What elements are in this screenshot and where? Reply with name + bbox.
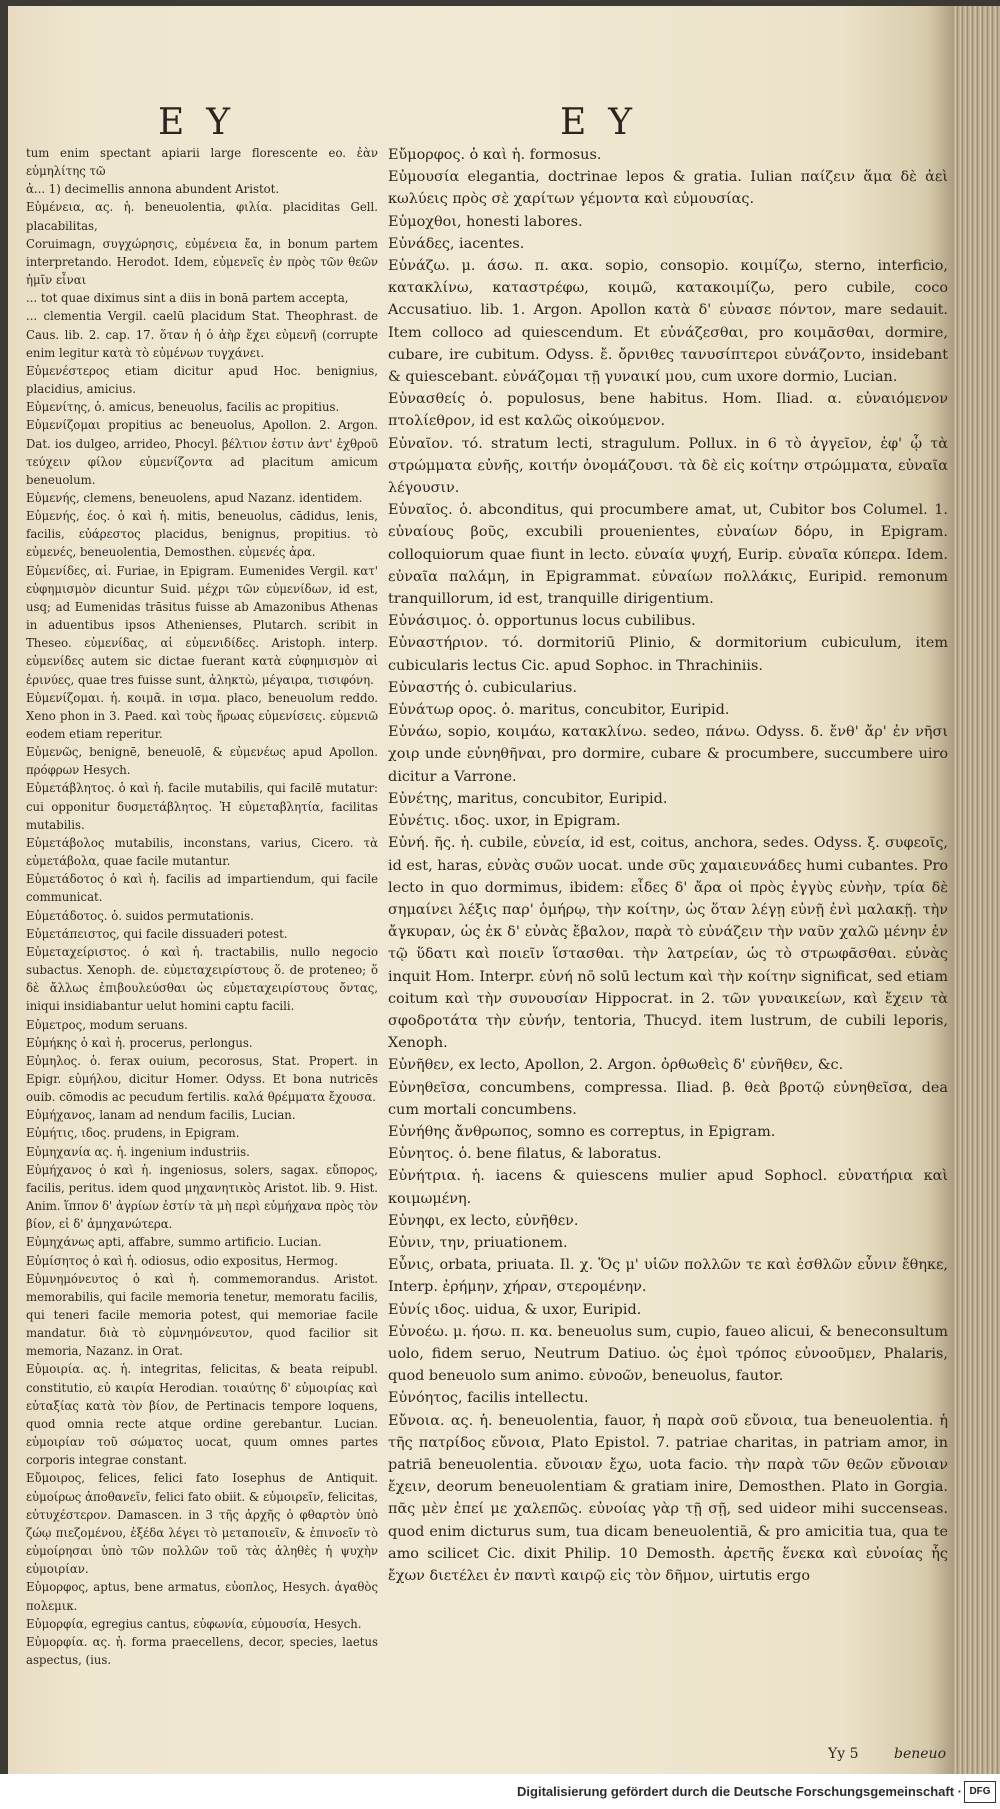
dfg-logo-icon: DFG [964, 1781, 996, 1803]
left-column-entry: Εὐμενίτης, ὁ. amicus, beneuolus, facilis ac propitius. [26, 400, 340, 415]
left-column-entry: Εὐμενῶς, benignē, beneuolē, & εὐμενέως apud Apollon. πρόφρων Hesych. [26, 745, 378, 778]
left-column-entry: Εὐμενής, έος. ὁ καὶ ἡ. mitis, beneuolus, cādidus, lenis, facilis, εὐάρεστος placidus, benignus, propitius. τὸ εὐμενές, beneuolentia, Demosthen. εὐμενές ἀρα. [26, 509, 378, 560]
page-header-right: EY [560, 102, 655, 143]
left-column-entry: Εὐμετάβλητος. ὁ καὶ ἡ. facile mutabilis, qui facilē mutatur: cui opponitur δυσμετάβλητος. Ἡ εὐμεταβλητία, facilitas mutabilis. [26, 781, 378, 832]
left-column-entry: Εὐμετάδοτος ὁ καὶ ἡ. facilis ad impartiendum, qui facile communicat. [26, 872, 378, 905]
right-column-entry: Εὐνασθείς ὁ. populosus, bene habitus. Hom. Iliad. α. εὐναιόμενον πτολίεθρον, id est καλῶς οἰκούμενον. [388, 391, 948, 430]
footer-bar [0, 1774, 1000, 1809]
right-column-entry: Εὐνηθεῖσα, concumbens, compressa. Iliad. β. θεὰ βροτῷ εὐνηθεῖσα, dea cum mortali concumbens. [388, 1079, 948, 1118]
left-column-entry: Εὐμνημόνευτος ὁ καὶ ἡ. commemorandus. Aristot. memorabilis, qui facile memoria tenetur, memoratu facilis, qui teneri facile memoria potest, qui memoriae facile mandatur. διὰ τὸ εὐμνημόνευτον, quod facilior sit memoria, Nazanz. in Orat. [26, 1271, 378, 1359]
left-column [26, 144, 378, 1669]
right-column-entry: Εὐνάτωρ ορος. ὁ. maritus, concubitor, Euripid. [388, 702, 730, 719]
left-column-entry: Εὐμίσητος ὁ καὶ ἡ. odiosus, odio expositus, Hermog. [26, 1253, 338, 1268]
right-column-entry: Εὐνήθης ἄνθρωπος, somno es correptus, in Epigram. [388, 1123, 776, 1140]
left-column-entry: Εὐμετάβολος mutabilis, inconstans, varius, Cicero. τὰ εὐμετάβολα, quae facile mutantur. [26, 835, 378, 869]
right-column-entry: Εὔνοια. ας. ἡ. beneuolentia, fauor, ἡ παρὰ σοῦ εὔνοια, tua beneuolentia. ἡ τῆς πατρίδος εὔνοια, Plato Epistol. 7. patriae charitas, in patriam amor, in patriā beneuolentia. εὔνοιαν ἔχω, uota facio. τὴν παρὰ τῶν θεῶν εὔνοιαν ἔχειν, deorum beneuolentiam & gratiam inire, Demosthen. Plato in Gorgia. πᾶς μὲν ἐπεί με χαλεπῶς. εὐνοίας γὰρ τῇ σῇ, sed uideor mihi succenseas. quod enim dicturus sum, tua dicam beneuolentiā, & pro amicitia tua, qua te amo scilicet Cic. dixit Philip. 10 Demosth. ἀρετῆς ἕνεκα καὶ εὐνοίας ἧς ἔχων διετέλει ἐν παντὶ καιρῷ εἰς τὸν δῆμον, uirtutis ergo [388, 1412, 948, 1584]
page-header-left: EY [158, 102, 253, 143]
left-column-entry: ἀ... 1) decimellis annona abundent Aristot. [26, 182, 280, 197]
right-column [388, 144, 948, 1587]
right-column-entry: Εὔμορφος. ὁ καὶ ἡ. formosus. [388, 147, 602, 163]
right-column-entry: Εὐνοέω. μ. ήσω. π. κα. beneuolus sum, cupio, faueo alicui, & beneconsultum uolo, fidem seruo, Neutrum Datiuo. ὡς ἐμοὶ τρόπος εὐνοοῦμεν, Phalaris, quod beneuolo sum animo. εὐνοῶν, beneuolus, fautor. [388, 1323, 948, 1385]
left-column-entry: Εὐμετρος, modum seruans. [26, 1017, 188, 1032]
right-column-entry: Εὐνητος. ὁ. bene filatus, & laboratus. [388, 1146, 662, 1163]
right-column-entry: Εὐνόητος, facilis intellectu. [388, 1390, 589, 1407]
left-column-entry: ... clementia Vergil. caelū placidum Stat. Theophrast. de Caus. lib. 2. cap. 17. ὅταν ἡ ὁ ἀὴρ ἔχει εὐμενῆ (corrupte enim legitur κατὰ τὸ εὐμένων τυγχάνει. [26, 309, 378, 360]
left-column-entry: Εὐμένεια, ας. ἡ. beneuolentia, φιλία. placiditas Gell. placabilitas, [26, 200, 378, 233]
right-column-entry: Εὐνῆθεν, ex lecto, Apollon, 2. Argon. ὀρθωθεὶς δ' εὐνῆθεν, &c. [388, 1057, 844, 1074]
right-column-entry: Εὐναῖος. ὁ. abconditus, qui procumbere amat, ut, Cubitor bos Columel. 1. εὐναίους βοῦς, excubili prouenientes, εὐναίων δόρυ, in Epigram. colloquiorum quae fiunt in lecto. εὐναία ψυχή, Eurip. εὐναῖα κύπερα. Idem. εὐναῖα παλάμη, in Epigrammat. εὐναίων πολλάκις, Euripid. remonum tranquillorum, id est, tranquille dirigentium. [388, 502, 948, 608]
right-column-entry: Εὐνέτις. ιδος. uxor, in Epigram. [388, 813, 621, 830]
right-column-entry: Εὐνίς ιδος. uidua, & uxor, Euripid. [388, 1301, 642, 1318]
right-column-entry: Εὐνέτης, maritus, concubitor, Euripid. [388, 790, 668, 807]
right-column-entry: Εὐναῖον. τό. stratum lecti, stragulum. Pollux. in 6 τὸ ἀγγεῖον, ἐφ' ᾧ τὰ στρώμματα εὐνῆς, κοιτήν ὀνομάζουσι. τὰ δὲ εἰς κοίτην στρώμματα, εὐναῖα λέγουσιν. [388, 435, 948, 497]
left-column-entry: Coruimagn, συγχώρησις, εὐμένεια ἔα, in bonum partem interpretando. Herodot. Idem, εὐμενεῖς ἐν πρὸς τῶν θεῶν ἡμῖν εἶναι [26, 236, 378, 288]
right-column-entry: Εὐμοχθοι, honesti labores. [388, 213, 583, 230]
right-column-entry: Εὖνις, orbata, priuata. Il. χ. Ὅς μ' υἱῶν πολλῶν τε καὶ ἐσθλῶν εὖνιν ἔθηκε, Interp. ἐρήμην, χήραν, στερομένην. [388, 1257, 948, 1296]
left-column-entry: Εὐμηλος. ὁ. ferax ouium, pecorosus, Stat. Propert. in Epigr. εὐμήλου, dicitur Homer. Odyss. Et bona nutricēs ouib. cōmodis ac pecudum fertilis. καλά θρέμματα ἔχουσα. [26, 1053, 378, 1105]
right-column-entry: Εὐναστήριον. τό. dormitoriū Plinio, & dormitorium cubiculum, item cubicularis lectus Cic. apud Sophoc. in Thrachiniis. [388, 635, 948, 674]
right-column-entry: Εὐναστής ὁ. cubicularius. [388, 679, 577, 696]
left-column-entry: Εὐμενίζομαι propitius ac beneuolus, Apollon. 2. Argon. Dat. ios dulgeo, arrideo, Phocyl. βέλτιον ἐστιν ἀντ' ἐχθροῦ τεύχειν φίλον εὐμενίζοντα ad placitum amicum beneuolum. [26, 418, 378, 487]
left-column-entry: tum enim spectant apiarii large florescente eo. ἐὰν εὐμηλίτης τῶ [26, 146, 378, 179]
left-column-entry: Εὐμήχανος, lanam ad nendum facilis, Lucian. [26, 1108, 296, 1123]
left-column-entry: Εὐμενής, clemens, beneuolens, apud Nazanz. identidem. [26, 490, 363, 505]
left-column-entry: ... tot quae diximus sint a diis in bonā partem accepta, [26, 291, 349, 306]
right-column-entry: Εὐνάσιμος. ὁ. opportunus locus cubilibus. [388, 613, 696, 630]
left-column-entry: Εὐμετάδοτος. ὁ. suidos permutationis. [26, 908, 254, 923]
left-column-entry: Εὔμοιρος, felices, felici fato Iosephus de Antiquit. εὐμοίρως ἀποθανεῖν, felici fato obiit. & εὐμοιρεῖν, felicitas, εὐτυχέστερον. Damascen. in 3 τῆς ἀρχῆς ὁ φθαρτὸν ὑπὸ ζώῳ πιεζομένου, ἐξέδα λέγει τὸ μεταποιεῖν, & ἐπινοεῖν τὸ εὐμοίρησαι ὑπὸ τῶν πολλῶν τοῦ τὰς ἀληθὲς ἡ ψυχὴν εὐμοιρίαν. [26, 1471, 378, 1577]
right-column-entry: Εὐνή. ῆς. ἡ. cubile, εὐνεία, id est, coitus, anchora, sedes. Odyss. ξ. συφεοῖς, id est, haras, εὐνὰς συῶν uocat. unde σῦς χαμαιευνάδες humi cubantes. Pro lecto in quo dormimus, ibidem: εἶδες δ' ἄρα οἱ πρὸς ἐγγὺς εὐνὴν, τρία δὲ σημαίνει λέξις παρ' ὁμήρῳ, τὴν κοίτην, ὡς ὅταν λέγῃ εὐνῇ ἐνὶ μαλακῇ. τὴν ἄγκυραν, ὡς ἐκ δ' εὐνὰς ἔβαλον, παρὰ τὸ εὐνάζειν τὴν ναῦν χαλῶ μένην ἐν τῷ ὕδατι καὶ ποιεῖν ἵστασθαι. τὴν λατρείαν, ὡς τὸ στρωφᾶσθαι. εὐνὰς inquit Hom. Interpr. εὐνή nō solū lectum καὶ τὴν κοίτην significat, sed etiam coitum καὶ τὴν συνουσίαν Hippocrat. in 2. τῶν γυναικείων, καὶ ἔχειν τὰ σφοδροτάτα τὴν εὐνήν, tentoria, Thucyd. item lustrum, de cubili leporis, Xenoph. [388, 835, 948, 1052]
right-column-entry: Εὐνηφι, ex lecto, εὐνῆθεν. [388, 1212, 579, 1229]
left-column-entry: Εὐμηχάνως apti, affabre, summo artificio. Lucian. [26, 1235, 322, 1250]
left-column-entry: Εὐμορφος, aptus, bene armatus, εὐοπλος, Hesych. ἀγαθὸς πολεμικ. [26, 1580, 378, 1613]
left-column-entry: Εὐμενίζομαι. ἡ. κοιμᾶ. in ισμα. placo, beneuolum reddo. Xeno phon in 3. Paed. καὶ τοὺς ἥρωας εὐμενίσεις. εὐμενιῶ eodem etiam reperitur. [26, 690, 378, 741]
left-column-entry: Εὐμορφία. ας. ἡ. forma praecellens, decor, species, laetus aspectus, (ius. [26, 1634, 378, 1667]
right-column-entry: Εὐνάζω. μ. άσω. π. ακα. sopio, consopio. κοιμίζω, sterno, interficio, κατακλίνω, καταστρέφω, κοιμῶ, κατακοιμίζω, pero cubile, coco Accusatiuo. lib. 1. Argon. Apollon κατὰ δ' εὐνασε πόντον, mare sedauit. Item colloco ad quiescendum. Et εὐνάζεσθαι, pro κοιμᾶσθαι, dormire, cubare, ire cubitum. Odyss. ἔ. ὄρνιθες τανυσίπτεροι εὐνάζοντο, insidebant & quiescebant. εὐνάζομαι τῇ γυναικί μου, cum uxore dormio, Lucian. [388, 258, 948, 386]
funding-note: Digitalisierung gefördert durch die Deutsche Forschungsgemeinschaft · [517, 1784, 962, 1799]
left-column-entry: Εὐμήχανος ὁ καὶ ἡ. ingeniosus, solers, sagax. εὔπορος, facilis, peritus. idem quod μηχανητικὸς Aristot. lib. 9. Hist. Anim. ἵππον δ' ἀγρίων ἐστίν τὰ μὴ περὶ εὐμήχανα πρὸς τὸν βίον, εἰ δ' ἀμηχανώτερα. [26, 1162, 378, 1232]
right-column-entry: Εὐνιν, την, priuationem. [388, 1234, 568, 1251]
right-column-entry: Εὐνάω, sopio, κοιμάω, κατακλίνω. sedeo, πάνω. Odyss. δ. ἔνθ' ἄρ' ἐν νῆσι χοιρ unde εὐνηθῆναι, pro dormire, cubare & procumbere, succumbere uiro dicitur a Varrone. [388, 724, 948, 785]
left-column-entry: Εὐμηχανία ας. ἡ. ingenium industriis. [26, 1144, 250, 1159]
page-signature: Yy 5 [828, 1746, 859, 1762]
left-column-entry: Εὐμήκης ὁ καὶ ἡ. procerus, perlongus. [26, 1035, 253, 1050]
catchword: beneuo [894, 1746, 946, 1762]
book-page [8, 6, 956, 1774]
left-column-entry: Εὐμήτις, ιδος. prudens, in Epigram. [26, 1126, 240, 1141]
left-column-entry: Εὐμενέστερος etiam dicitur apud Hoc. benignius, placidius, amicius. [26, 363, 378, 397]
left-column-entry: Εὐμενίδες, αἱ. Furiae, in Epigram. Eumenides Vergil. κατ' εὐφημισμὸν dicuntur Suid. μέχρι τῶν εὐμενίδων, id est, usq; ad Eumenidas trāsitus fuisse ab Amazonibus Athenas in aduentibus ipsos Athenienses, Plutarch. scribit in Theseo. εὐμενίδας, αἱ εὐμενιδίδες. Aristoph. interp. εὐμενίδες autem sic dictae fuerant κατὰ εὐφημισμὸν αἱ ἐρινύες, quae tres fuisse sunt, ἀληκτὼ, μέγαιρα, τισιφόνη. [26, 563, 378, 687]
right-column-entry: Εὐνάδες, iacentes. [388, 235, 525, 252]
left-column-entry: Εὐμορφία, egregius cantus, εὐφωνία, εὐμουσία, Hesych. [26, 1616, 362, 1631]
left-column-entry: Εὐμετάπειστος, qui facile dissuaderi potest. [26, 926, 288, 941]
left-column-entry: Εὐμοιρία. ας. ἡ. integritas, felicitas, & beata reipubl. constitutio, εὐ καιρία Herodian. τοιαύτης δ' εὐμοιρίας καὶ εὐταξίας κατὰ τὸν βίον, de Pertinacis tempore loquens, quod omnia recte atque ordine gerebantur. Lucian. εὐμοιρίαν τοῦ σώματος uocat, quum omnes partes corporis integrae constant. [26, 1362, 378, 1468]
right-column-entry: Εὐνήτρια. ἡ. iacens & quiescens mulier apud Sophocl. εὐνατήρια καὶ κοιμωμένη. [388, 1168, 948, 1207]
right-column-entry: Εὐμουσία elegantia, doctrinae lepos & gratia. Iulian παίζειν ἅμα δὲ ἀεὶ κωλύεις πρὸς σὲ χαρίτων γέμοντα καὶ εὐμουσίας. [388, 169, 948, 208]
left-column-entry: Εὐμεταχείριστος. ὁ καὶ ἡ. tractabilis, nullo negocio subactus. Xenoph. de. εὐμεταχειρίστους ὅ. de proteneo; ὅ δὲ ἄλλως ἐπιβουλεύσθαι ὡς εὐμεταχειρίστους ὄντας, iniqui insidiabantur uelut homini captu facili. [26, 944, 378, 1014]
page-edge [954, 6, 1000, 1774]
